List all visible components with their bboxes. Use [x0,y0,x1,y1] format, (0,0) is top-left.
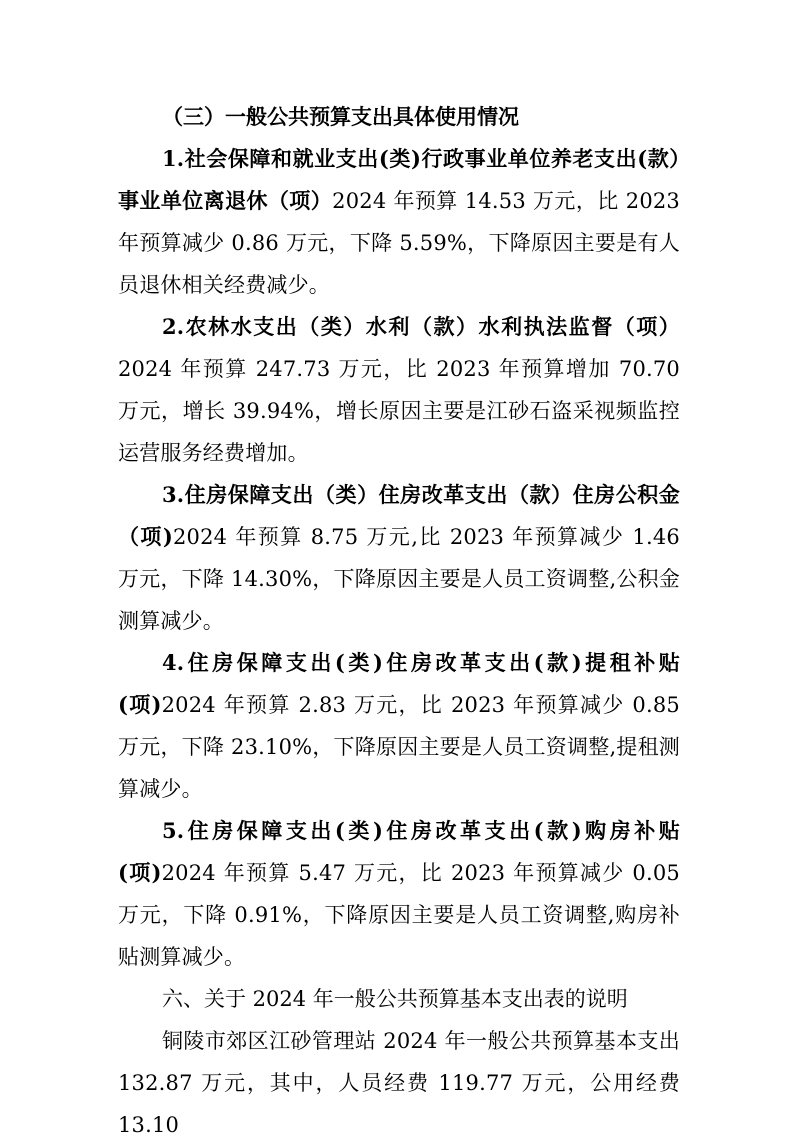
section-six-heading: 六、关于 2024 年一般公共预算基本支出表的说明 [162,987,628,1011]
budget-item-1-lead: 1.社会保障和就业支出(类)行政事业单位养老支出(款）事业单位离退休（项） [118,146,680,213]
budget-item-3-lead: 3.住房保障支出（类）住房改革支出（款）住房公积金（项) [118,482,680,549]
budget-item-5 [118,810,680,978]
budget-item-4 [118,642,680,810]
budget-item-5-lead: 5.住房保障支出(类)住房改革支出(款)购房补贴(项) [118,818,680,885]
budget-item-2-body: 2024 年预算 247.73 万元，比 2023 年预算增加 70.70 万元，增长 39.94%，增长原因主要是江砂石盗采视频监控运营服务经费增加。 [118,357,680,465]
budget-item-4-lead: 4.住房保障支出(类)住房改革支出(款)提租补贴(项) [118,650,680,717]
section-six-body: 铜陵市郊区江砂管理站 2024 年一般公共预算基本支出 132.87 万元，其中，人员经费 119.77 万元，公用经费 13.10 [118,1029,680,1137]
budget-item-3-body: 2024 年预算 8.75 万元,比 2023 年预算减少 1.46 万元，下降 14.30%，下降原因主要是人员工资调整,公积金测算减少。 [118,525,680,633]
budget-item-2 [118,306,680,474]
budget-item-2-lead: 2.农林水支出（类）水利（款）水利执法监督（项） [162,314,680,339]
document-body [118,96,680,1146]
budget-item-1 [118,138,680,306]
budget-item-4-body: 2024 年预算 2.83 万元，比 2023 年预算减少 0.85 万元，下降 23.10%，下降原因主要是人员工资调整,提租测算减少。 [118,693,680,801]
budget-item-3 [118,474,680,642]
budget-item-5-body: 2024 年预算 5.47 万元，比 2023 年预算减少 0.05 万元，下降 0.91%，下降原因主要是人员工资调整,购房补贴测算减少。 [118,861,680,969]
section-heading: （三）一般公共预算支出具体使用情况 [162,104,519,129]
budget-item-1-body: 2024 年预算 14.53 万元，比 2023 年预算减少 0.86 万元，下降 5.59%，下降原因主要是有人员退休相关经费减少。 [118,189,680,297]
